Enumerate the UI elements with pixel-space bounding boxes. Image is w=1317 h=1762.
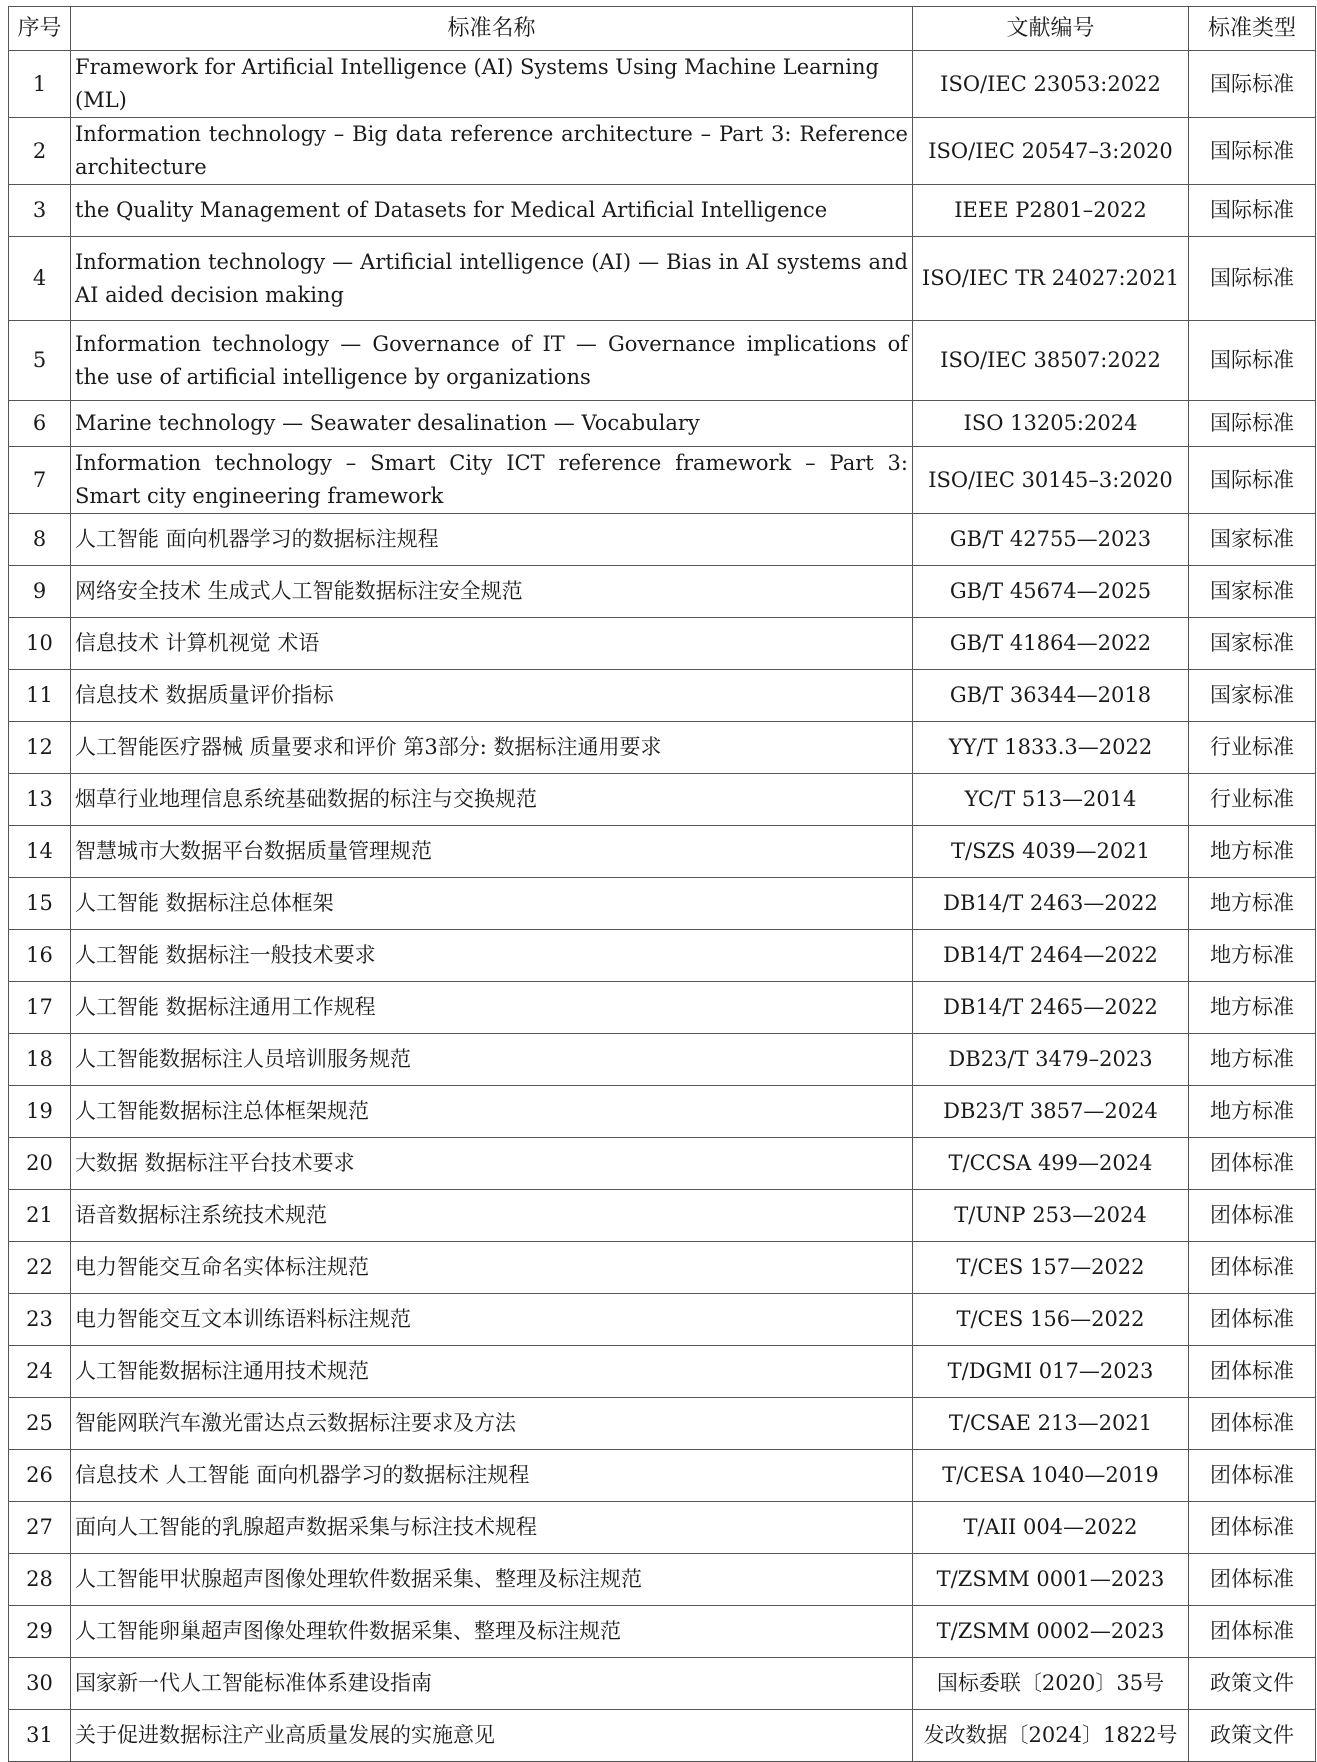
table-row bbox=[9, 1242, 1316, 1294]
cell-serial-number: 22 bbox=[9, 1242, 71, 1294]
cell-standard-name: 人工智能医疗器械 质量要求和评价 第3部分: 数据标注通用要求 bbox=[71, 722, 913, 774]
cell-serial-number: 8 bbox=[9, 514, 71, 566]
cell-standard-name: 大数据 数据标注平台技术要求 bbox=[71, 1138, 913, 1190]
cell-document-number: GB/T 41864—2022 bbox=[913, 618, 1189, 670]
table-row bbox=[9, 1606, 1316, 1658]
cell-serial-number: 20 bbox=[9, 1138, 71, 1190]
cell-document-number: ISO/IEC 23053:2022 bbox=[913, 51, 1189, 118]
cell-standard-name: 面向人工智能的乳腺超声数据采集与标注技术规程 bbox=[71, 1502, 913, 1554]
cell-document-number: T/CESA 1040—2019 bbox=[913, 1450, 1189, 1502]
cell-document-number: GB/T 42755—2023 bbox=[913, 514, 1189, 566]
cell-standard-name: 信息技术 人工智能 面向机器学习的数据标注规程 bbox=[71, 1450, 913, 1502]
table-row bbox=[9, 447, 1316, 514]
header-standard-name: 标准名称 bbox=[71, 7, 913, 51]
cell-serial-number: 15 bbox=[9, 878, 71, 930]
cell-standard-name: 人工智能卵巢超声图像处理软件数据采集、整理及标注规范 bbox=[71, 1606, 913, 1658]
cell-serial-number: 18 bbox=[9, 1034, 71, 1086]
cell-serial-number: 5 bbox=[9, 321, 71, 401]
cell-standard-type: 政策文件 bbox=[1189, 1710, 1316, 1762]
cell-standard-type: 国际标准 bbox=[1189, 51, 1316, 118]
table-row bbox=[9, 878, 1316, 930]
cell-document-number: 发改数据〔2024〕1822号 bbox=[913, 1710, 1189, 1762]
cell-document-number: DB14/T 2464—2022 bbox=[913, 930, 1189, 982]
cell-document-number: DB23/T 3479–2023 bbox=[913, 1034, 1189, 1086]
cell-standard-type: 国际标准 bbox=[1189, 401, 1316, 447]
cell-standard-name: 网络安全技术 生成式人工智能数据标注安全规范 bbox=[71, 566, 913, 618]
cell-standard-type: 地方标准 bbox=[1189, 1086, 1316, 1138]
table-row bbox=[9, 670, 1316, 722]
table-row bbox=[9, 1190, 1316, 1242]
cell-standard-name: 人工智能 数据标注通用工作规程 bbox=[71, 982, 913, 1034]
cell-standard-name: Information technology – Big data reference architecture – Part 3: Reference architecture bbox=[71, 118, 913, 185]
cell-standard-type: 地方标准 bbox=[1189, 982, 1316, 1034]
cell-standard-type: 国际标准 bbox=[1189, 237, 1316, 321]
cell-document-number: T/ZSMM 0001—2023 bbox=[913, 1554, 1189, 1606]
header-serial-number: 序号 bbox=[9, 7, 71, 51]
cell-document-number: ISO/IEC TR 24027:2021 bbox=[913, 237, 1189, 321]
table-row bbox=[9, 118, 1316, 185]
cell-standard-name: 电力智能交互文本训练语料标注规范 bbox=[71, 1294, 913, 1346]
cell-standard-name: 人工智能 数据标注总体框架 bbox=[71, 878, 913, 930]
cell-serial-number: 29 bbox=[9, 1606, 71, 1658]
cell-standard-name: Information technology — Artificial intelligence (AI) — Bias in AI systems and AI aided decision making bbox=[71, 237, 913, 321]
cell-document-number: DB14/T 2463—2022 bbox=[913, 878, 1189, 930]
table-row bbox=[9, 51, 1316, 118]
cell-standard-type: 团体标准 bbox=[1189, 1242, 1316, 1294]
cell-serial-number: 12 bbox=[9, 722, 71, 774]
cell-standard-name: 信息技术 计算机视觉 术语 bbox=[71, 618, 913, 670]
cell-serial-number: 17 bbox=[9, 982, 71, 1034]
table-row bbox=[9, 1086, 1316, 1138]
header-document-number: 文献编号 bbox=[913, 7, 1189, 51]
cell-document-number: ISO/IEC 38507:2022 bbox=[913, 321, 1189, 401]
cell-standard-name: Framework for Artificial Intelligence (AI) Systems Using Machine Learning (ML) bbox=[71, 51, 913, 118]
table-row bbox=[9, 722, 1316, 774]
cell-standard-name: 人工智能数据标注通用技术规范 bbox=[71, 1346, 913, 1398]
cell-standard-name: 智慧城市大数据平台数据质量管理规范 bbox=[71, 826, 913, 878]
cell-serial-number: 14 bbox=[9, 826, 71, 878]
table-row bbox=[9, 401, 1316, 447]
table-row bbox=[9, 1138, 1316, 1190]
cell-standard-type: 国家标准 bbox=[1189, 618, 1316, 670]
cell-serial-number: 28 bbox=[9, 1554, 71, 1606]
cell-standard-name: 人工智能甲状腺超声图像处理软件数据采集、整理及标注规范 bbox=[71, 1554, 913, 1606]
cell-document-number: ISO/IEC 30145–3:2020 bbox=[913, 447, 1189, 514]
cell-standard-type: 行业标准 bbox=[1189, 774, 1316, 826]
table-row bbox=[9, 566, 1316, 618]
cell-document-number: 国标委联〔2020〕35号 bbox=[913, 1658, 1189, 1710]
cell-document-number: T/CES 157—2022 bbox=[913, 1242, 1189, 1294]
table-body bbox=[9, 51, 1316, 1762]
table-row bbox=[9, 1450, 1316, 1502]
standards-table bbox=[8, 6, 1316, 1762]
table-row bbox=[9, 1398, 1316, 1450]
cell-serial-number: 27 bbox=[9, 1502, 71, 1554]
cell-document-number: T/DGMI 017—2023 bbox=[913, 1346, 1189, 1398]
cell-standard-type: 团体标准 bbox=[1189, 1398, 1316, 1450]
table-row bbox=[9, 237, 1316, 321]
cell-standard-type: 团体标准 bbox=[1189, 1502, 1316, 1554]
cell-serial-number: 26 bbox=[9, 1450, 71, 1502]
cell-standard-type: 团体标准 bbox=[1189, 1554, 1316, 1606]
cell-document-number: IEEE P2801–2022 bbox=[913, 185, 1189, 237]
table-row bbox=[9, 1294, 1316, 1346]
table-row bbox=[9, 1658, 1316, 1710]
cell-standard-type: 国家标准 bbox=[1189, 566, 1316, 618]
cell-document-number: ISO 13205:2024 bbox=[913, 401, 1189, 447]
table-row bbox=[9, 618, 1316, 670]
cell-document-number: T/CES 156—2022 bbox=[913, 1294, 1189, 1346]
cell-serial-number: 6 bbox=[9, 401, 71, 447]
table-row bbox=[9, 514, 1316, 566]
table-row bbox=[9, 1346, 1316, 1398]
table-row bbox=[9, 1502, 1316, 1554]
table-row bbox=[9, 321, 1316, 401]
cell-standard-type: 国际标准 bbox=[1189, 185, 1316, 237]
cell-document-number: DB23/T 3857—2024 bbox=[913, 1086, 1189, 1138]
cell-serial-number: 31 bbox=[9, 1710, 71, 1762]
table-row bbox=[9, 930, 1316, 982]
cell-standard-name: Information technology — Governance of IT — Governance implications of the use of artificial intelligence by organizations bbox=[71, 321, 913, 401]
cell-standard-type: 地方标准 bbox=[1189, 1034, 1316, 1086]
cell-standard-name: 烟草行业地理信息系统基础数据的标注与交换规范 bbox=[71, 774, 913, 826]
cell-standard-type: 国际标准 bbox=[1189, 447, 1316, 514]
cell-serial-number: 23 bbox=[9, 1294, 71, 1346]
cell-standard-name: 电力智能交互命名实体标注规范 bbox=[71, 1242, 913, 1294]
cell-document-number: DB14/T 2465—2022 bbox=[913, 982, 1189, 1034]
cell-serial-number: 3 bbox=[9, 185, 71, 237]
cell-serial-number: 9 bbox=[9, 566, 71, 618]
table-row bbox=[9, 1554, 1316, 1606]
cell-serial-number: 13 bbox=[9, 774, 71, 826]
cell-standard-type: 国际标准 bbox=[1189, 321, 1316, 401]
cell-document-number: T/AII 004—2022 bbox=[913, 1502, 1189, 1554]
cell-document-number: GB/T 36344—2018 bbox=[913, 670, 1189, 722]
cell-standard-name: 人工智能数据标注总体框架规范 bbox=[71, 1086, 913, 1138]
cell-standard-name: 信息技术 数据质量评价指标 bbox=[71, 670, 913, 722]
table-row bbox=[9, 185, 1316, 237]
cell-document-number: T/CCSA 499—2024 bbox=[913, 1138, 1189, 1190]
cell-document-number: ISO/IEC 20547–3:2020 bbox=[913, 118, 1189, 185]
cell-standard-type: 地方标准 bbox=[1189, 826, 1316, 878]
cell-standard-type: 国家标准 bbox=[1189, 514, 1316, 566]
cell-serial-number: 2 bbox=[9, 118, 71, 185]
cell-standard-name: 语音数据标注系统技术规范 bbox=[71, 1190, 913, 1242]
cell-serial-number: 24 bbox=[9, 1346, 71, 1398]
cell-standard-type: 行业标准 bbox=[1189, 722, 1316, 774]
cell-standard-type: 政策文件 bbox=[1189, 1658, 1316, 1710]
cell-standard-name: 人工智能数据标注人员培训服务规范 bbox=[71, 1034, 913, 1086]
cell-document-number: YC/T 513—2014 bbox=[913, 774, 1189, 826]
cell-serial-number: 25 bbox=[9, 1398, 71, 1450]
table-row bbox=[9, 1034, 1316, 1086]
table-header-row bbox=[9, 7, 1316, 51]
cell-standard-name: 关于促进数据标注产业高质量发展的实施意见 bbox=[71, 1710, 913, 1762]
cell-document-number: T/UNP 253—2024 bbox=[913, 1190, 1189, 1242]
standards-table-container bbox=[8, 6, 1315, 1762]
cell-serial-number: 7 bbox=[9, 447, 71, 514]
cell-standard-type: 国际标准 bbox=[1189, 118, 1316, 185]
cell-standard-type: 地方标准 bbox=[1189, 878, 1316, 930]
cell-standard-name: 智能网联汽车激光雷达点云数据标注要求及方法 bbox=[71, 1398, 913, 1450]
cell-document-number: T/ZSMM 0002—2023 bbox=[913, 1606, 1189, 1658]
cell-standard-name: Information technology – Smart City ICT reference framework – Part 3: Smart city engineering framework bbox=[71, 447, 913, 514]
cell-standard-name: Marine technology — Seawater desalination — Vocabulary bbox=[71, 401, 913, 447]
cell-standard-name: 人工智能 数据标注一般技术要求 bbox=[71, 930, 913, 982]
table-row bbox=[9, 826, 1316, 878]
cell-document-number: YY/T 1833.3—2022 bbox=[913, 722, 1189, 774]
cell-standard-type: 国家标准 bbox=[1189, 670, 1316, 722]
cell-document-number: T/SZS 4039—2021 bbox=[913, 826, 1189, 878]
cell-standard-name: 国家新一代人工智能标准体系建设指南 bbox=[71, 1658, 913, 1710]
cell-standard-type: 团体标准 bbox=[1189, 1190, 1316, 1242]
cell-serial-number: 30 bbox=[9, 1658, 71, 1710]
cell-serial-number: 1 bbox=[9, 51, 71, 118]
cell-standard-type: 团体标准 bbox=[1189, 1294, 1316, 1346]
cell-standard-type: 团体标准 bbox=[1189, 1346, 1316, 1398]
cell-standard-type: 团体标准 bbox=[1189, 1450, 1316, 1502]
table-row bbox=[9, 982, 1316, 1034]
cell-standard-type: 团体标准 bbox=[1189, 1138, 1316, 1190]
cell-standard-type: 地方标准 bbox=[1189, 930, 1316, 982]
cell-serial-number: 4 bbox=[9, 237, 71, 321]
cell-serial-number: 16 bbox=[9, 930, 71, 982]
cell-serial-number: 11 bbox=[9, 670, 71, 722]
header-standard-type: 标准类型 bbox=[1189, 7, 1316, 51]
cell-standard-name: the Quality Management of Datasets for Medical Artificial Intelligence bbox=[71, 185, 913, 237]
table-row bbox=[9, 1710, 1316, 1762]
table-row bbox=[9, 774, 1316, 826]
cell-document-number: T/CSAE 213—2021 bbox=[913, 1398, 1189, 1450]
cell-document-number: GB/T 45674—2025 bbox=[913, 566, 1189, 618]
cell-standard-name: 人工智能 面向机器学习的数据标注规程 bbox=[71, 514, 913, 566]
cell-serial-number: 10 bbox=[9, 618, 71, 670]
cell-standard-type: 团体标准 bbox=[1189, 1606, 1316, 1658]
cell-serial-number: 21 bbox=[9, 1190, 71, 1242]
cell-serial-number: 19 bbox=[9, 1086, 71, 1138]
